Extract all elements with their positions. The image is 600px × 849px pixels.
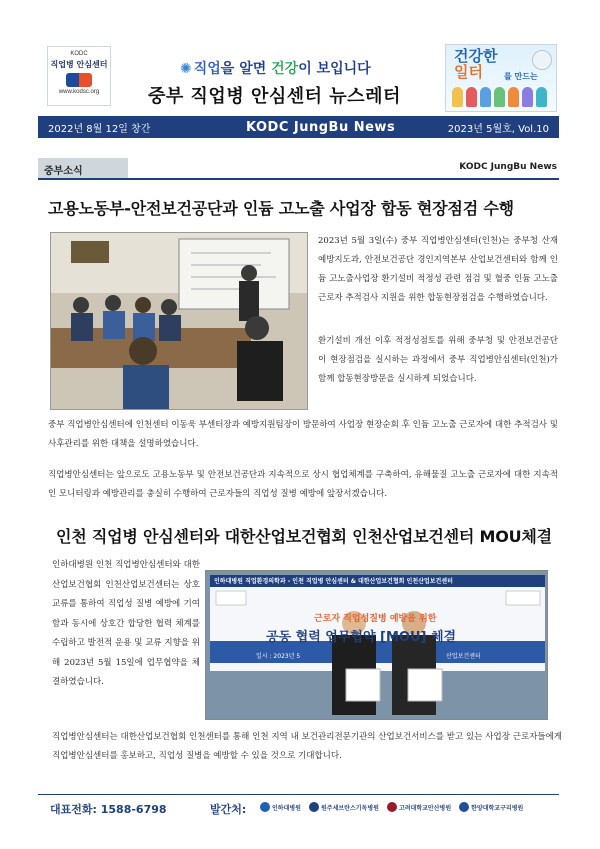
slogan xyxy=(180,58,371,78)
banner-main: 공동 협력 업무협약 [MOU] 체결 xyxy=(266,630,457,645)
article1-headline: 고용노동부-안전보건공단과 인듐 고노출 사업장 합동 현장점검 수행 xyxy=(48,199,514,218)
meeting-photo-illustration xyxy=(51,233,308,410)
footer xyxy=(38,794,559,822)
org-name: 한양대학교구리병원 xyxy=(471,804,524,812)
org-wonju xyxy=(309,802,379,812)
logo-mark-icon xyxy=(66,73,92,87)
banner-place: 산업보건센터 xyxy=(446,653,481,660)
seal-icon xyxy=(532,50,552,70)
publisher-label: 발간처: xyxy=(210,803,247,816)
article2-headline: 인천 직업병 안심센터와 대한산업보건협회 인천산업보건센터 MOU체결 xyxy=(56,527,552,546)
mou-photo-illustration xyxy=(206,571,548,720)
article2-para-left: 인하대병원 인천 직업병안심센터와 대한산업보건협회 인천산업보건센터는 상호교류를 통하여 직업성 질병 예방에 기여함과 동시에 상호간 합당한 협력 체계를 수립하고 발전적 운용 및 교류 지향을 위해 2023년 5월 15일에 업무협약을 체결하였습니다. xyxy=(52,560,200,687)
slogan-mid2: 이 보입니다 xyxy=(298,61,371,77)
article1-para1: 2023년 5월 3일(수) 중부 직업병안심센터(인천)는 중부청 산재예방지도과, 안전보건공단 경인지역본부 산업보건센터와 함께 인듐 고노출사업장 환기설비 적정성 관련 점검 및 혈중 인듐 고노출 근로자 추적검사 지원을 위한 합동현장점검을 수행하였습니다. xyxy=(318,236,558,303)
slogan-highlight-job: 직업 xyxy=(193,61,221,77)
inha-emblem-icon xyxy=(260,802,270,812)
article1-para4: 직업병안심센터는 앞으로도 고용노동부 및 안전보건공단과 지속적으로 상시 협업체계를 구축하여, 유해물질 고노출 근로자에 대한 지속적인 모니터링과 예방관리를 충실히 수행하여 근로자들의 직업성 질병 예방에 앞장서겠습니다. xyxy=(48,470,558,499)
info-bar xyxy=(38,116,559,138)
newsletter-title: 중부 직업병 안심센터 뉴스레터 xyxy=(148,86,401,107)
banner-top: 인하대병원 직업환경의학과 - 인천 직업병 안심센터 & 대한산업보건협회 인천산업보건센터 xyxy=(214,578,453,585)
org-inha xyxy=(260,802,301,812)
slogan-mid1: 을 알면 xyxy=(220,61,272,77)
founded-date: 2022년 8월 12일 창간 xyxy=(48,123,151,135)
org-hanyang-guri xyxy=(459,802,523,812)
article2-para-bottom: 직업병안심센터는 대한산업보건협회 인천센터를 통해 인천 지역 내 보건관리전문기관의 산업보건서비스를 받고 있는 사업장 근로자들에게 직업병안심센터를 홍보하고, 직업성 질병을 예방할 수 있을 것으로 기대합니다. xyxy=(52,732,562,761)
wonju-emblem-icon xyxy=(309,802,319,812)
org-name: 원주세브란스기독병원 xyxy=(320,804,379,812)
sparkle-icon: ✺ xyxy=(180,61,192,77)
banner-sub: 근로자 직업성질병 예방을 위한 xyxy=(314,614,437,624)
slogan-highlight-health: 건강 xyxy=(271,61,299,77)
footer-phone xyxy=(50,801,167,817)
badge-line1: 건강한 xyxy=(454,47,498,65)
article1-para3: 중부 직업병안심센터에 인천센터 이동욱 부센터장과 예방지원팀장이 방문하여 사업장 현장순회 후 인듐 고노출 근로자에 대한 추적검사 및 사후관리를 위한 대책을 설명하였습니다. xyxy=(48,420,558,449)
article1-para2: 환기설비 개선 이후 적정성점토를 위해 중부청 및 안전보건공단이 현장점검을 실시하는 과정에서 중부 직업병안심센터(인천)가 함께 합동현장방문을 실시하게 되었습니다. xyxy=(318,336,558,384)
org-name: 인하대병원 xyxy=(272,804,301,812)
healthy-workplace-badge xyxy=(445,44,557,112)
banner-date: 일시 : 2023년 5 xyxy=(256,653,301,660)
hanyang-emblem-icon xyxy=(459,802,469,812)
section-tag: 중부소식 xyxy=(38,158,128,178)
section-brand: KODC JungBu News xyxy=(459,162,557,172)
logo-org: KODC xyxy=(70,51,88,57)
korea-emblem-icon xyxy=(387,802,397,812)
section-header xyxy=(38,158,559,180)
workers-illustration xyxy=(452,87,547,107)
logo-name: 직업병 안심센터 xyxy=(50,60,108,69)
phone-number: 1588-6798 xyxy=(100,803,167,816)
issue-volume: 2023년 5월호, Vol.10 xyxy=(447,123,549,135)
org-name: 고려대학교안산병원 xyxy=(398,804,452,812)
badge-line2: 일터 xyxy=(454,63,483,81)
news-brand: KODC JungBu News xyxy=(246,119,396,135)
publisher-orgs xyxy=(260,802,523,812)
mou-signing-photo xyxy=(205,570,548,720)
badge-line3: 를 만드는 xyxy=(504,72,538,81)
org-korea-ansan xyxy=(387,802,451,812)
phone-label: 대표전화: xyxy=(50,803,97,816)
inspection-meeting-photo xyxy=(50,232,308,410)
kodc-logo xyxy=(47,46,111,106)
logo-site: www.kodsc.org xyxy=(58,89,100,95)
